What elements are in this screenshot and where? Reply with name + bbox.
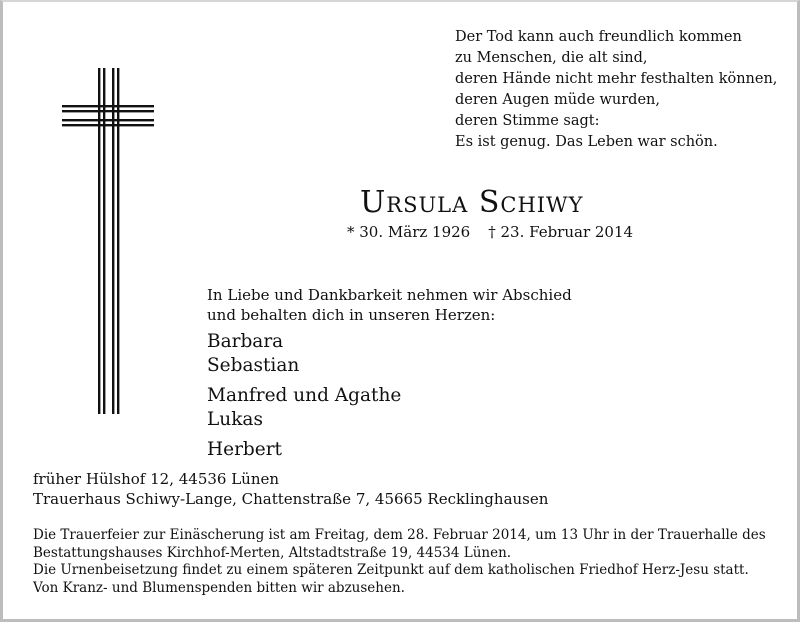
mourner-name: Herbert: [207, 439, 282, 460]
mourning-house-address: Trauerhaus Schiwy-Lange, Chattenstraße 7, 45665 Recklinghausen: [33, 490, 549, 508]
birth-date: * 30. März 1926: [347, 223, 471, 241]
funeral-notice: [33, 527, 766, 597]
life-dates: [347, 222, 633, 242]
former-address: früher Hülshof 12, 44536 Lünen: [33, 470, 280, 488]
addresses: [33, 469, 548, 509]
notice-line: Bestattungshauses Kirchhof-Merten, Altstadtstraße 19, 44534 Lünen.: [33, 544, 512, 561]
poem-line: deren Augen müde wurden,: [455, 92, 660, 108]
mourners-list: [207, 330, 401, 462]
mourner-name: Barbara: [207, 331, 284, 352]
mourner-name: Sebastian: [207, 355, 300, 376]
poem-line: Es ist genug. Das Leben war schön.: [455, 134, 718, 150]
poem-line: zu Menschen, die alt sind,: [455, 50, 648, 66]
death-date: † 23. Februar 2014: [488, 223, 634, 241]
farewell-text: [207, 285, 572, 325]
notice-line: Die Trauerfeier zur Einäscherung ist am Freitag, dem 28. Februar 2014, um 13 Uhr in der Trauerhalle des: [33, 527, 766, 543]
farewell-line: und behalten dich in unseren Herzen:: [207, 306, 496, 324]
poem-line: deren Stimme sagt:: [455, 113, 600, 129]
cross-icon: [60, 68, 160, 418]
poem-line: deren Hände nicht mehr festhalten können,: [455, 71, 778, 87]
mourner-name: Manfred und Agathe: [207, 385, 402, 406]
farewell-line: In Liebe und Dankbarkeit nehmen wir Abschied: [207, 286, 572, 304]
mourner-name: Lukas: [207, 409, 263, 430]
notice-line: Die Urnenbeisetzung findet zu einem späteren Zeitpunkt auf dem katholischen Friedhof Herz-Jesu statt.: [33, 562, 749, 578]
notice-line: Von Kranz- und Blumenspenden bitten wir abzusehen.: [33, 579, 405, 596]
poem-line: Der Tod kann auch freundlich kommen: [455, 29, 742, 45]
poem: [455, 27, 777, 153]
deceased-name: Ursula Schiwy: [360, 185, 584, 220]
